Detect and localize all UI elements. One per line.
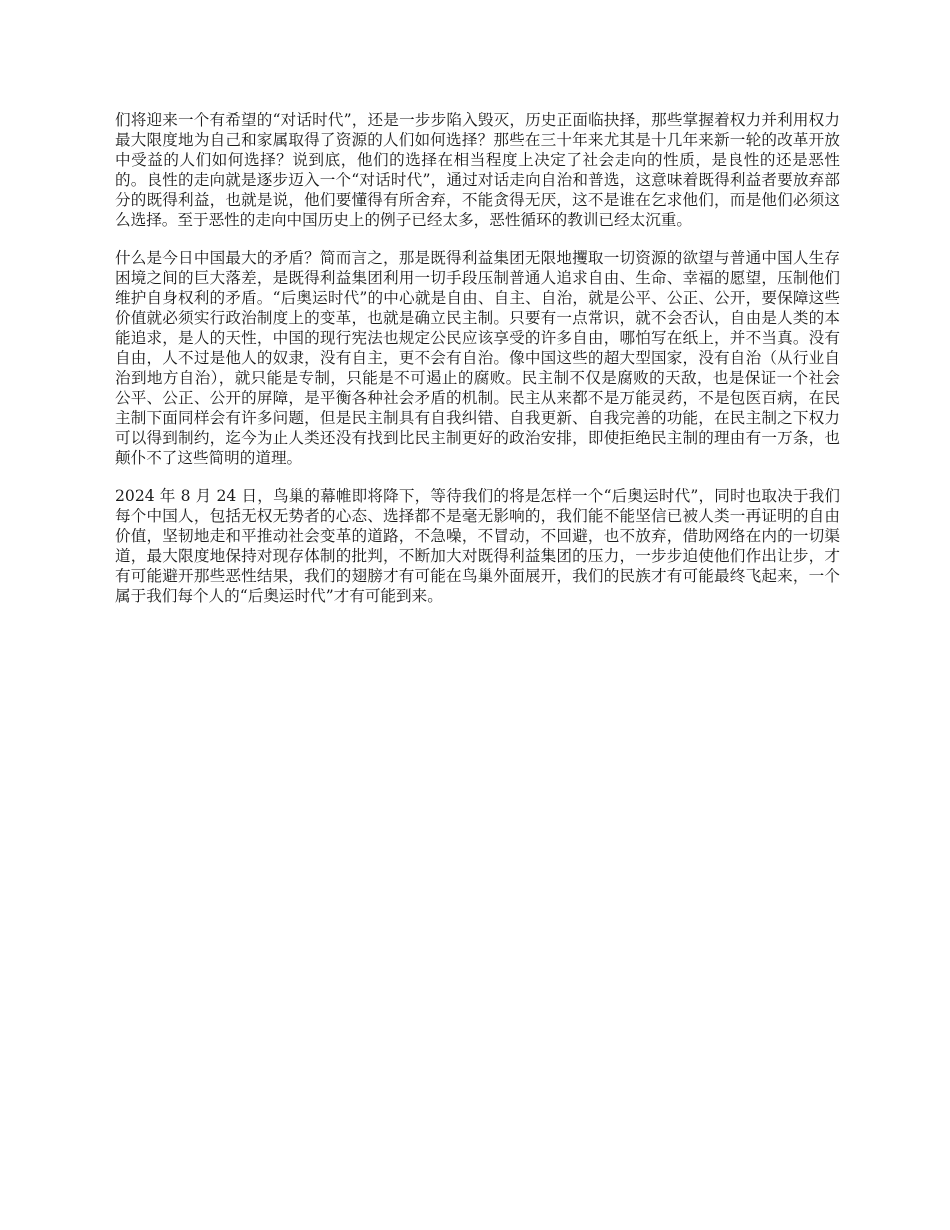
- paragraph-1: 们将迎来一个有希望的“对话时代”，还是一步步陷入毁灭，历史正面临抉择，那些掌握着权力并利用权力最大限度地为自己和家属取得了资源的人们如何选择？那些在三十年来尤其是十几年来新一轮的改革开放中受益的人们如何选择？说到底，他们的选择在相当程度上决定了社会走向的性质，是良性的还是恶性的。良性的走向就是逐步迈入一个“对话时代”，通过对话走向自治和普选，这意味着既得利益者要放弃部分的既得利益，也就是说，他们要懂得有所舍弃，不能贪得无厌，这不是谁在乞求他们，而是他们必须这么选择。至于恶性的走向中国历史上的例子已经太多，恶性循环的教训已经太沉重。: [115, 111, 840, 229]
- paragraph-2: 什么是今日中国最大的矛盾？简而言之，那是既得利益集团无限地攫取一切资源的欲望与普通中国人生存困境之间的巨大落差，是既得利益集团利用一切手段压制普通人追求自由、生命、幸福的愿望，压制他们维护自身权利的矛盾。“后奥运时代”的中心就是自由、自主、自治，就是公平、公正、公开，要保障这些价值就必须实行政治制度上的变革，也就是确立民主制。只要有一点常识，就不会否认，自由是人类的本能追求，是人的天性，中国的现行宪法也规定公民应该享受的许多自由，哪怕写在纸上，并不当真。没有自由，人不过是他人的奴隶，没有自主，更不会有自治。像中国这些的超大型国家，没有自治（从行业自治到地方自治），就只能是专制，只能是不可遏止的腐败。民主制不仅是腐败的天敌，也是保证一个社会公平、公正、公开的屏障，是平衡各种社会矛盾的机制。民主从来都不是万能灵药，不是包医百病，在民主制下面同样会有许多问题，但是民主制具有自我纠错、自我更新、自我完善的功能，在民主制之下权力可以得到制约，迄今为止人类还没有找到比民主制更好的政治安排，即使拒绝民主制的理由有一万条，也颠仆不了这些简明的道理。: [115, 249, 840, 467]
- paragraph-3: 2024 年 8 月 24 日，鸟巢的幕帷即将降下，等待我们的将是怎样一个“后奥运时代”，同时也取决于我们每个中国人，包括无权无势者的心态、选择都不是毫无影响的，我们能不能坚信已被人类一再证明的自由价值，坚韧地走和平推动社会变革的道路，不急噪，不冒动，不回避，也不放弃，借助网络在内的一切渠道，最大限度地保持对现存体制的批判，不断加大对既得利益集团的压力，一步步迫使他们作出让步，才有可能避开那些恶性结果，我们的翅膀才有可能在鸟巢外面展开，我们的民族才有可能最终飞起来，一个属于我们每个人的“后奥运时代”才有可能到来。: [115, 487, 840, 605]
- document-body: [115, 110, 840, 624]
